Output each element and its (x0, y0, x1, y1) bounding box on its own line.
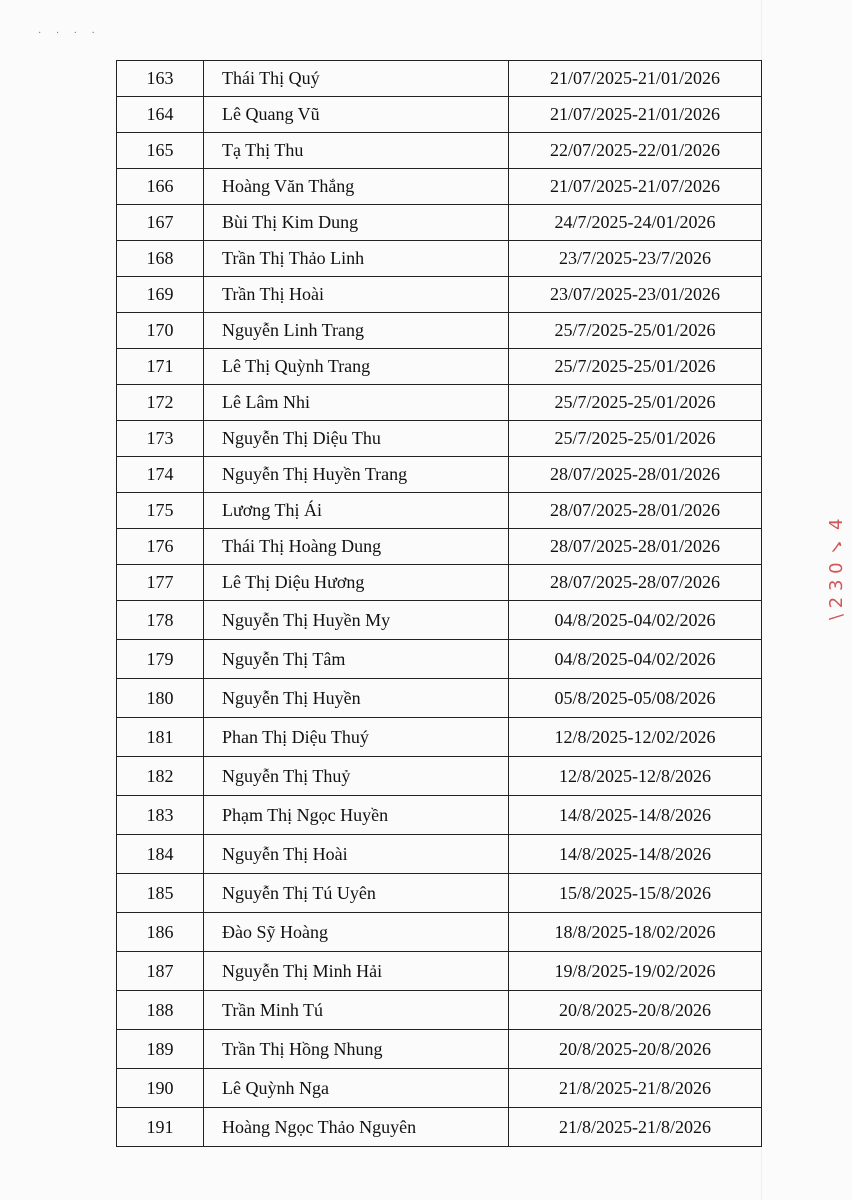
row-number-cell: 175 (117, 493, 204, 529)
table-row (117, 241, 762, 277)
table-row (117, 205, 762, 241)
row-name-cell: Lê Quỳnh Nga (204, 1069, 509, 1108)
row-name-cell: Nguyễn Linh Trang (204, 313, 509, 349)
table-row (117, 565, 762, 601)
row-name-cell: Nguyễn Thị Tâm (204, 640, 509, 679)
row-number-cell: 168 (117, 241, 204, 277)
row-name-cell: Lương Thị Ái (204, 493, 509, 529)
roster-table-body (117, 61, 762, 1147)
row-number-cell: 186 (117, 913, 204, 952)
row-number-cell: 182 (117, 757, 204, 796)
row-number-cell: 173 (117, 421, 204, 457)
row-number-cell: 164 (117, 97, 204, 133)
row-number-cell: 179 (117, 640, 204, 679)
row-period-cell: 28/07/2025-28/07/2026 (509, 565, 762, 601)
table-row (117, 529, 762, 565)
row-number-cell: 163 (117, 61, 204, 97)
row-period-cell: 12/8/2025-12/02/2026 (509, 718, 762, 757)
row-period-cell: 20/8/2025-20/8/2026 (509, 1030, 762, 1069)
row-period-cell: 25/7/2025-25/01/2026 (509, 385, 762, 421)
row-number-cell: 181 (117, 718, 204, 757)
row-number-cell: 188 (117, 991, 204, 1030)
row-name-cell: Nguyễn Thị Hoài (204, 835, 509, 874)
row-name-cell: Thái Thị Hoàng Dung (204, 529, 509, 565)
table-row (117, 757, 762, 796)
row-number-cell: 189 (117, 1030, 204, 1069)
row-period-cell: 14/8/2025-14/8/2026 (509, 835, 762, 874)
row-name-cell: Nguyễn Thị Diệu Thu (204, 421, 509, 457)
row-name-cell: Nguyễn Thị Huyền (204, 679, 509, 718)
row-name-cell: Bùi Thị Kim Dung (204, 205, 509, 241)
row-name-cell: Lê Thị Diệu Hương (204, 565, 509, 601)
row-number-cell: 165 (117, 133, 204, 169)
row-number-cell: 167 (117, 205, 204, 241)
row-name-cell: Thái Thị Quý (204, 61, 509, 97)
row-number-cell: 169 (117, 277, 204, 313)
row-period-cell: 25/7/2025-25/01/2026 (509, 421, 762, 457)
row-name-cell: Trần Thị Thảo Linh (204, 241, 509, 277)
table-row (117, 385, 762, 421)
row-period-cell: 28/07/2025-28/01/2026 (509, 493, 762, 529)
row-name-cell: Nguyễn Thị Huyền Trang (204, 457, 509, 493)
table-row (117, 601, 762, 640)
row-number-cell: 172 (117, 385, 204, 421)
row-name-cell: Hoàng Văn Thắng (204, 169, 509, 205)
table-row (117, 349, 762, 385)
row-number-cell: 174 (117, 457, 204, 493)
row-number-cell: 180 (117, 679, 204, 718)
row-period-cell: 12/8/2025-12/8/2026 (509, 757, 762, 796)
row-period-cell: 19/8/2025-19/02/2026 (509, 952, 762, 991)
row-period-cell: 25/7/2025-25/01/2026 (509, 313, 762, 349)
table-row (117, 133, 762, 169)
row-period-cell: 22/07/2025-22/01/2026 (509, 133, 762, 169)
table-row (117, 718, 762, 757)
row-period-cell: 21/07/2025-21/07/2026 (509, 169, 762, 205)
row-period-cell: 23/07/2025-23/01/2026 (509, 277, 762, 313)
row-period-cell: 28/07/2025-28/01/2026 (509, 529, 762, 565)
table-row (117, 493, 762, 529)
table-row (117, 835, 762, 874)
table-row (117, 313, 762, 349)
row-period-cell: 21/07/2025-21/01/2026 (509, 97, 762, 133)
row-number-cell: 187 (117, 952, 204, 991)
row-number-cell: 183 (117, 796, 204, 835)
row-name-cell: Nguyễn Thị Huyền My (204, 601, 509, 640)
row-period-cell: 25/7/2025-25/01/2026 (509, 349, 762, 385)
table-row (117, 457, 762, 493)
table-row (117, 796, 762, 835)
row-period-cell: 04/8/2025-04/02/2026 (509, 601, 762, 640)
row-number-cell: 171 (117, 349, 204, 385)
row-name-cell: Nguyễn Thị Minh Hải (204, 952, 509, 991)
row-period-cell: 21/07/2025-21/01/2026 (509, 61, 762, 97)
table-row (117, 1030, 762, 1069)
row-name-cell: Đào Sỹ Hoàng (204, 913, 509, 952)
table-row (117, 1069, 762, 1108)
row-period-cell: 15/8/2025-15/8/2026 (509, 874, 762, 913)
table-row (117, 991, 762, 1030)
row-period-cell: 14/8/2025-14/8/2026 (509, 796, 762, 835)
table-row (117, 97, 762, 133)
row-number-cell: 190 (117, 1069, 204, 1108)
row-name-cell: Nguyễn Thị Thuỷ (204, 757, 509, 796)
table-row (117, 874, 762, 913)
row-number-cell: 166 (117, 169, 204, 205)
roster-table (116, 60, 762, 1147)
row-name-cell: Lê Lâm Nhi (204, 385, 509, 421)
table-row (117, 61, 762, 97)
row-period-cell: 21/8/2025-21/8/2026 (509, 1108, 762, 1147)
row-name-cell: Hoàng Ngọc Thảo Nguyên (204, 1108, 509, 1147)
table-row (117, 1108, 762, 1147)
row-number-cell: 176 (117, 529, 204, 565)
table-row (117, 679, 762, 718)
row-name-cell: Phan Thị Diệu Thuý (204, 718, 509, 757)
row-period-cell: 20/8/2025-20/8/2026 (509, 991, 762, 1030)
row-name-cell: Lê Quang Vũ (204, 97, 509, 133)
table-row (117, 421, 762, 457)
row-period-cell: 18/8/2025-18/02/2026 (509, 913, 762, 952)
row-name-cell: Lê Thị Quỳnh Trang (204, 349, 509, 385)
row-name-cell: Trần Thị Hồng Nhung (204, 1030, 509, 1069)
row-number-cell: 191 (117, 1108, 204, 1147)
row-name-cell: Nguyễn Thị Tú Uyên (204, 874, 509, 913)
row-number-cell: 178 (117, 601, 204, 640)
row-period-cell: 04/8/2025-04/02/2026 (509, 640, 762, 679)
row-number-cell: 184 (117, 835, 204, 874)
row-name-cell: Trần Minh Tú (204, 991, 509, 1030)
table-row (117, 913, 762, 952)
row-name-cell: Phạm Thị Ngọc Huyền (204, 796, 509, 835)
table-row (117, 952, 762, 991)
row-number-cell: 170 (117, 313, 204, 349)
row-period-cell: 28/07/2025-28/01/2026 (509, 457, 762, 493)
table-row (117, 277, 762, 313)
row-name-cell: Trần Thị Hoài (204, 277, 509, 313)
scan-marks: · · · · (38, 28, 101, 39)
row-period-cell: 21/8/2025-21/8/2026 (509, 1069, 762, 1108)
row-name-cell: Tạ Thị Thu (204, 133, 509, 169)
row-period-cell: 05/8/2025-05/08/2026 (509, 679, 762, 718)
row-period-cell: 23/7/2025-23/7/2026 (509, 241, 762, 277)
row-number-cell: 185 (117, 874, 204, 913)
red-stamp-mark: \ 2 3 0 ✓ 4 (826, 518, 847, 620)
row-number-cell: 177 (117, 565, 204, 601)
table-row (117, 169, 762, 205)
row-period-cell: 24/7/2025-24/01/2026 (509, 205, 762, 241)
table-row (117, 640, 762, 679)
